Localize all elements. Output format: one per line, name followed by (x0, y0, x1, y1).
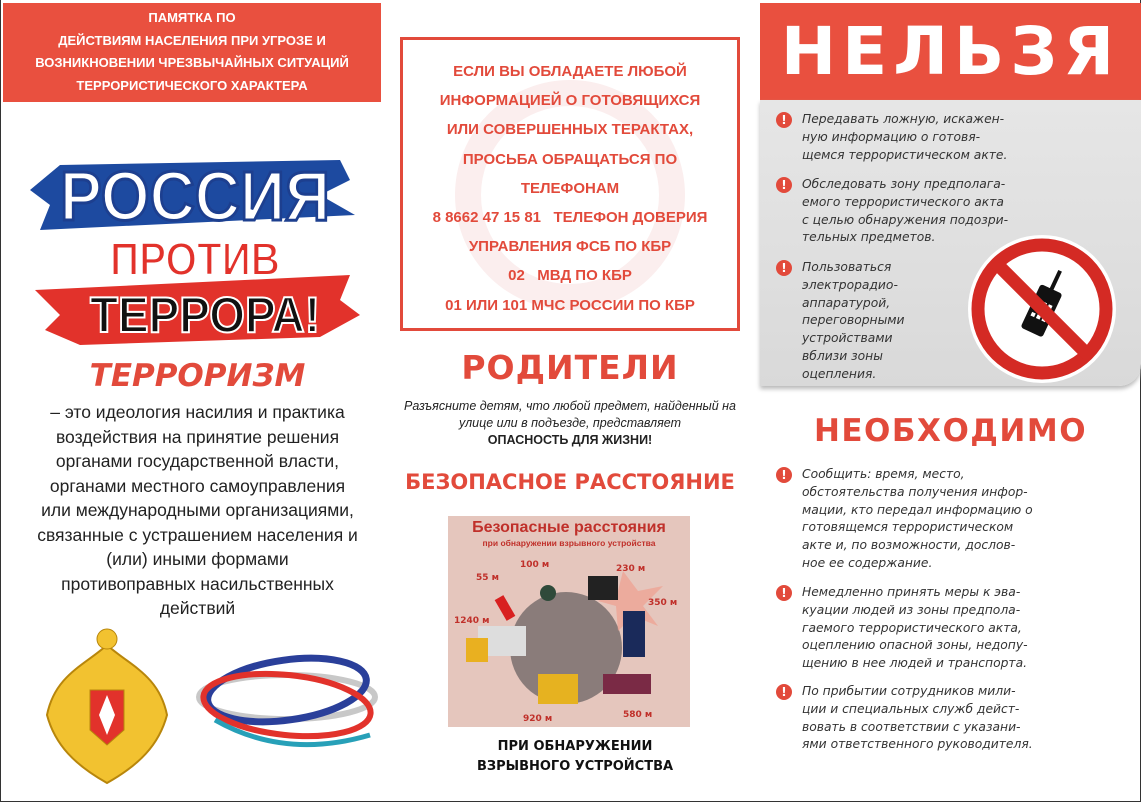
russia-against-terror-logo (20, 125, 370, 350)
distance-label: 55 м (476, 573, 500, 583)
terrorism-title: ТЕРРОРИЗМ (89, 358, 306, 394)
parents-line: Разъясните детям, что любой предмет, найденный на (404, 399, 736, 413)
definition-line: органами государственной власти, (55, 451, 340, 471)
danger-warning: ОПАСНОСТЬ ДЛЯ ЖИЗНИ! (487, 433, 653, 447)
memo-header-line: ДЕЙСТВИЯМ НАСЕЛЕНИЯ ПРИ УГРОЗЕ И (58, 32, 326, 48)
parents-text (390, 398, 750, 449)
definition-line: противоправных насильственных (61, 573, 334, 594)
org-globe-logo (195, 640, 380, 755)
exclamation-circle-icon: ! (776, 585, 792, 601)
infographic-caption (440, 737, 710, 777)
box-line: УПРАВЛЕНИЯ ФСБ ПО КБР (468, 238, 672, 256)
required-item (778, 584, 1028, 673)
distance-label: 1240 м (454, 616, 490, 626)
distance-label: 350 м (648, 598, 678, 608)
logo-line-3: ТЕРРОРА! (90, 287, 320, 343)
parents-line: улице или в подъезде, представляет (459, 416, 681, 430)
item-text: Обследовать зону предполага- емого террористического акта с целью обнаружения подозри- тельных предметов. (802, 177, 1009, 245)
caption-line: ПРИ ОБНАРУЖЕНИИ (497, 739, 653, 754)
phone-mvd: 02 МВД ПО КБР (508, 267, 632, 285)
exclamation-circle-icon: ! (776, 260, 792, 276)
forbidden-item (778, 259, 905, 384)
box-line: ПРОСЬБА ОБРАЩАТЬСЯ ПО (462, 150, 678, 168)
memo-header (3, 3, 381, 102)
item-text: По прибытии сотрудников мили- ции и специальных служб дейст- вовать в соответствии с указани- ями ответственного руководителя. (802, 684, 1033, 752)
box-line: ЕСЛИ ВЫ ОБЛАДАЕТЕ ЛЮБОЙ (453, 63, 687, 80)
forbidden-title: НЕЛЬЗЯ (760, 3, 1141, 100)
safe-distance-title: БЕЗОПАСНОЕ РАССТОЯНИЕ (405, 470, 735, 494)
exclamation-circle-icon: ! (776, 467, 792, 483)
contact-phones-box (400, 37, 740, 331)
item-text: Сообщить: время, место, обстоятельства получения инфор- мации, кто передал информацию о готовящемся террористическом акте и, по возможности, дослов- ное ее содержание. (802, 467, 1033, 570)
definition-line: воздействия на принятие решения (55, 426, 340, 447)
definition-line: связанные с устрашением населения и (37, 524, 358, 545)
item-text: Немедленно принять меры к эва- куации людей из зоны предпола- гаемого террористического акта, оцеплению опасной зоны, недопу- щению в нее людей и транспорта. (802, 585, 1028, 671)
infographic-subtitle: при обнаружении взрывного устройства (482, 538, 656, 548)
logo-line-2: ПРОТИВ (110, 233, 280, 285)
distance-label: 580 м (623, 710, 653, 720)
definition-line: – это идеология насилия и практика (50, 402, 345, 422)
box-line: ИНФОРМАЦИЕЙ О ГОТОВЯЩИХСЯ (439, 92, 701, 110)
required-item (778, 683, 1033, 754)
forbidden-item (778, 111, 1007, 164)
exclamation-circle-icon: ! (776, 177, 792, 193)
item-text: Пользоваться электрорадио- аппаратурой, переговорными устройствами вблизи зоны оцепления. (802, 260, 905, 381)
exclamation-circle-icon: ! (776, 684, 792, 700)
parents-title: РОДИТЕЛИ (461, 348, 679, 387)
emergency-ministry-emblem (45, 625, 170, 785)
memo-header-line: ТЕРРОРИСТИЧЕСКОГО ХАРАКТЕРА (76, 77, 308, 93)
required-title: НЕОБХОДИМО (813, 413, 1088, 449)
caption-line: ВЗРЫВНОГО УСТРОЙСТВА (476, 759, 674, 774)
definition-line: органами местного самоуправления (49, 475, 346, 496)
no-phone-sign-icon (965, 232, 1120, 387)
infographic-title: Безопасные расстояния (472, 519, 666, 536)
exclamation-circle-icon: ! (776, 112, 792, 128)
distance-label: 100 м (520, 560, 550, 570)
box-line: ТЕЛЕФОНАМ (520, 179, 620, 197)
item-text: Передавать ложную, искажен- ную информацию о готовя- щемся террористическом акте. (802, 112, 1008, 162)
terrorism-definition (5, 400, 390, 621)
phone-fsb: 8 8662 47 15 81 ТЕЛЕФОН ДОВЕРИЯ (432, 209, 708, 227)
memo-header-line: ПАМЯТКА ПО (148, 10, 236, 25)
distance-label: 920 м (523, 714, 553, 724)
definition-line: или международными организациями, (41, 500, 354, 520)
memo-header-line: ВОЗНИКНОВЕНИИ ЧРЕЗВЫЧАЙНЫХ СИТУАЦИЙ (35, 55, 349, 70)
definition-line: (или) иными формами (106, 549, 289, 569)
box-line: ИЛИ СОВЕРШЕННЫХ ТЕРАКТАХ, (446, 121, 694, 139)
logo-line-1: РОССИЯ (60, 157, 330, 235)
required-item (778, 466, 1033, 573)
distance-label: 230 м (616, 564, 646, 574)
definition-line: действий (159, 598, 236, 618)
phone-mchs: 01 ИЛИ 101 МЧС РОССИИ ПО КБР (445, 296, 695, 314)
safe-distances-infographic (448, 516, 690, 727)
